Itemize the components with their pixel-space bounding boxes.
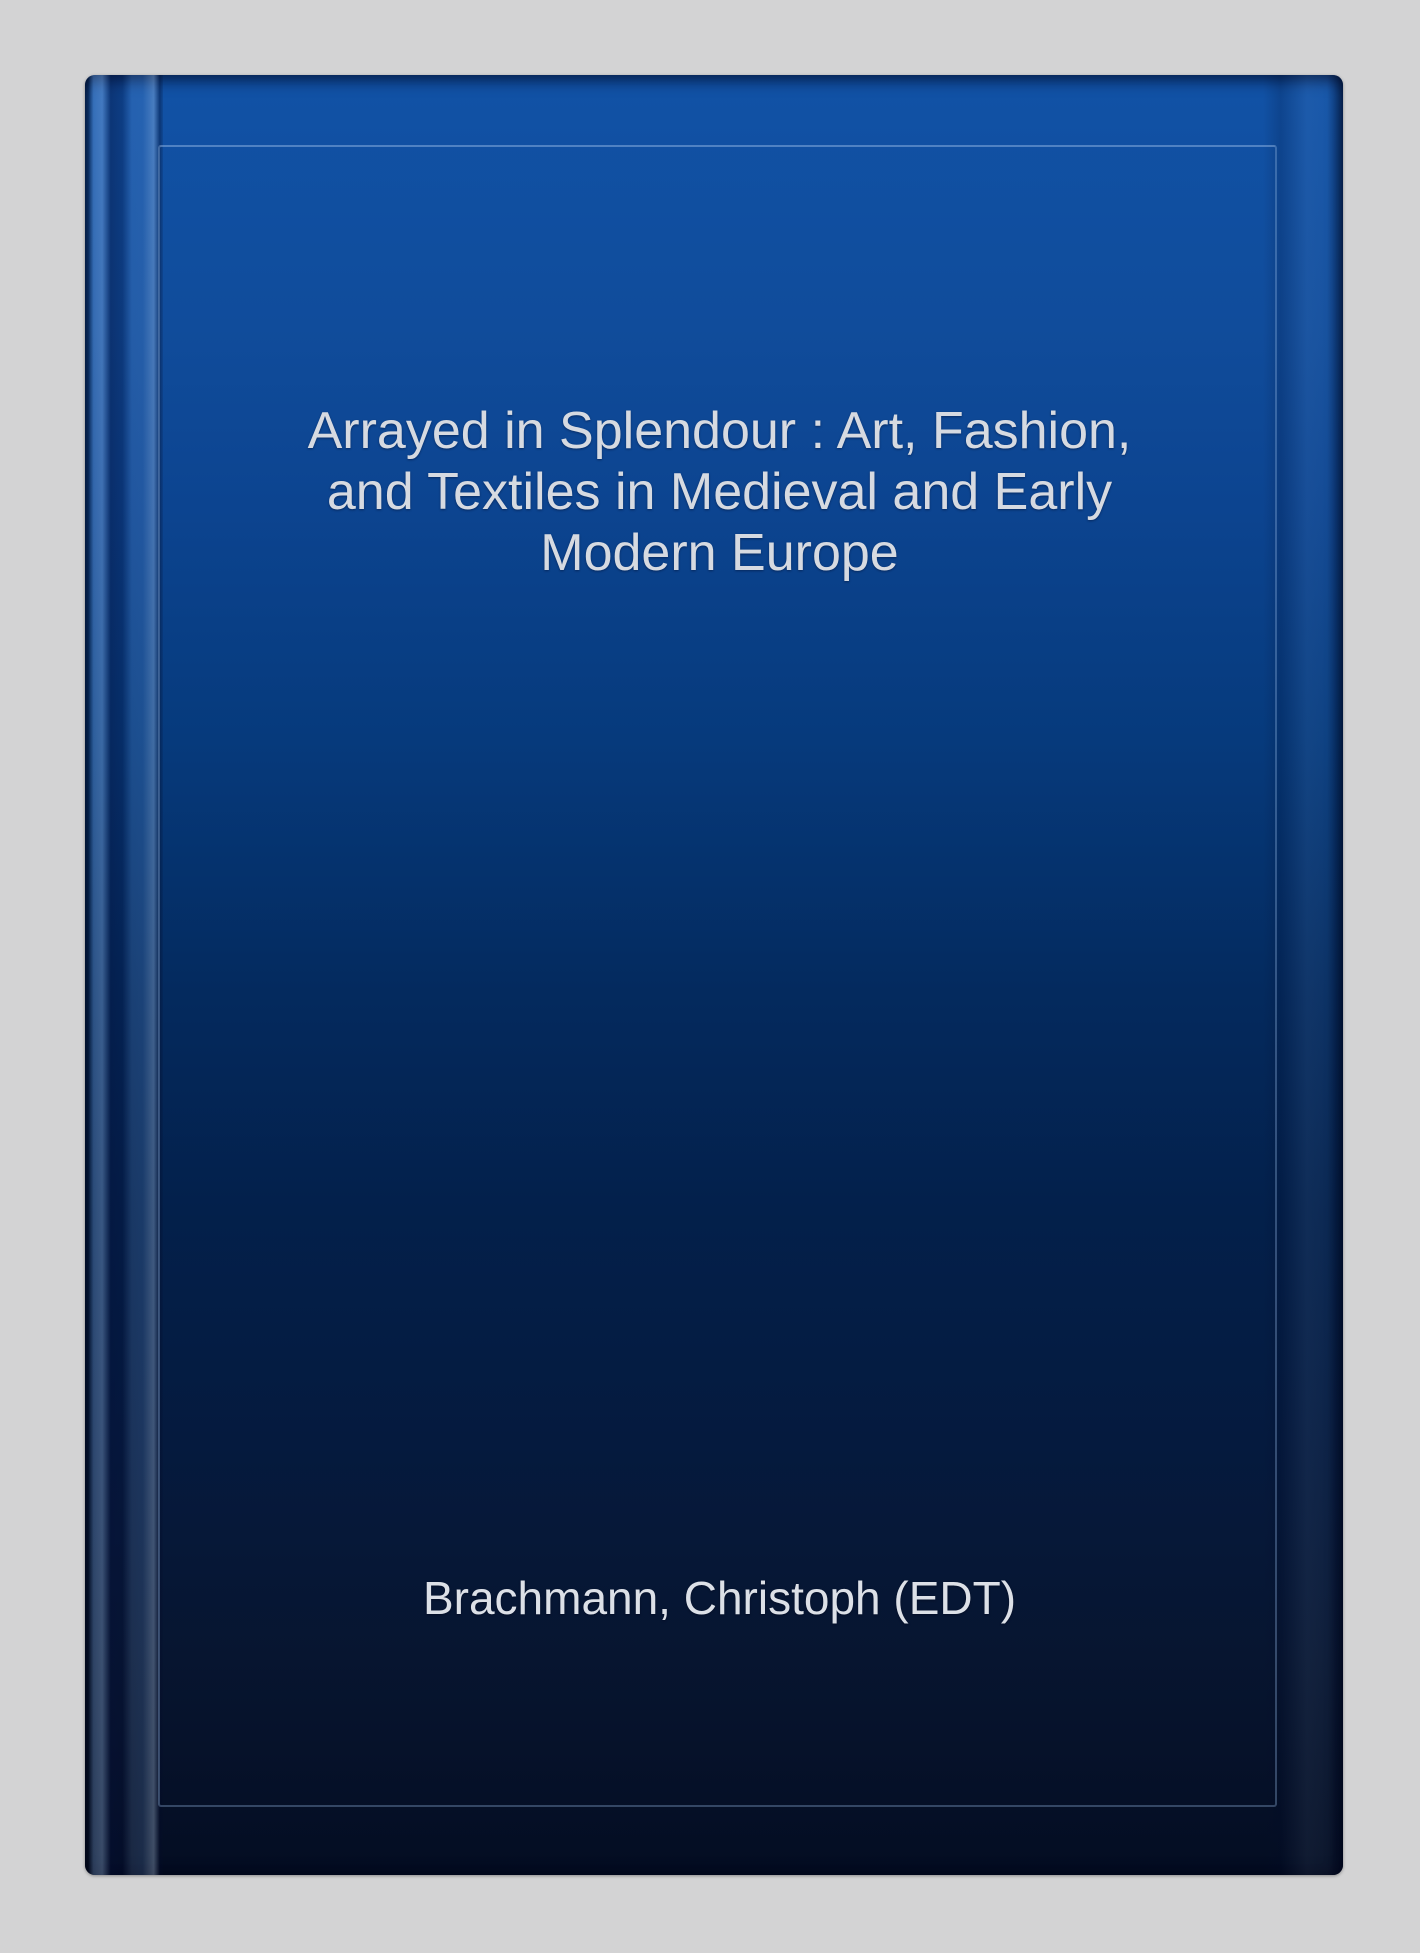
book-author: Brachmann, Christoph (EDT) xyxy=(422,1572,1017,1624)
book-title-line-2: and Textiles in Medieval and Early xyxy=(326,463,1113,521)
book-spine xyxy=(85,75,163,1875)
book-title xyxy=(160,401,1279,584)
book-title-line-1: Arrayed in Splendour : Art, Fashion, xyxy=(307,402,1132,460)
book-title-line-3: Modern Europe xyxy=(540,524,899,582)
cover-inner-border xyxy=(158,145,1277,1807)
book-cover xyxy=(85,75,1343,1875)
